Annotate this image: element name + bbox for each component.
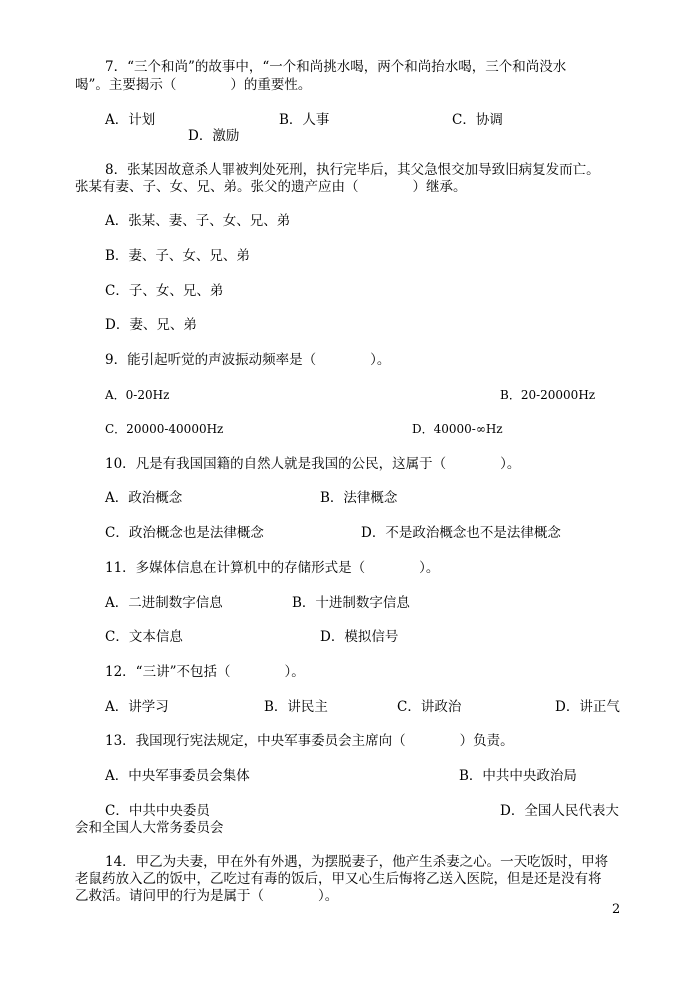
q13-option-b: B．中共中央政治局 [459,768,577,784]
q9-stem: 9．能引起听觉的声波振动频率是（ ）。 [105,352,391,368]
q9-option-c: C．20000-40000Hz [105,422,224,436]
q7-option-d: D．激励 [188,128,240,144]
q12-option-d: D．讲正气 [555,699,620,715]
q10-option-b: B．法律概念 [320,490,398,506]
q8-stem-line2: 张某有妻、子、女、兄、弟。张父的遗产应由（ ）继承。 [75,179,467,195]
q14-stem-line2: 老鼠药放入乙的饭中，乙吃过有毒的饭后，甲又心生后悔将乙送入医院，但是还是没有将 [75,871,602,887]
q13-option-a: A．中央军事委员会集体 [105,768,250,784]
q8-option-c: C．子、女、兄、弟 [105,283,224,299]
page-number: 2 [612,902,621,917]
q13-option-d: D．全国人民代表大 [500,803,619,819]
q12-option-a: A．讲学习 [105,699,169,715]
q13-stem: 13．我国现行宪法规定，中央军事委员会主席向（ ）负责。 [105,733,514,749]
q8-stem-line1: 8．张某因故意杀人罪被判处死刑，执行完毕后，其父急恨交加导致旧病复发而亡。 [105,162,600,178]
q13-option-c: C．中共中央委员 [105,803,210,819]
q7-stem-line1: 7．“三个和尚”的故事中，“一个和尚挑水喝，两个和尚抬水喝，三个和尚没水 [105,59,567,75]
q10-option-a: A．政治概念 [105,490,183,506]
q10-option-c: C．政治概念也是法律概念 [105,525,264,541]
q13-option-d-continuation: 会和全国人大常务委员会 [75,820,224,836]
q9-option-a: A．0-20Hz [105,388,170,402]
q10-stem: 10．凡是有我国国籍的自然人就是我国的公民，这属于（ ）。 [105,456,521,472]
q9-option-b: B．20-20000Hz [500,388,596,402]
q7-stem-line2: 喝”。主要揭示（ ）的重要性。 [75,77,312,93]
q12-stem: 12．“三讲”不包括（ ）。 [105,664,305,680]
q7-option-a: A．计划 [105,112,156,128]
q11-option-a: A．二进制数字信息 [105,595,223,611]
q7-option-b: B．人事 [279,112,330,128]
q11-option-d: D．模拟信号 [320,629,399,645]
q12-option-b: B．讲民主 [264,699,328,715]
q11-stem: 11．多媒体信息在计算机中的存储形式是（ ）。 [105,560,440,576]
q8-option-b: B．妻、子、女、兄、弟 [105,248,250,264]
q10-option-d: D．不是政治概念也不是法律概念 [361,525,561,541]
q9-option-d: D．40000-∞Hz [412,422,503,436]
q14-stem-line1: 14．甲乙为夫妻，甲在外有外遇，为摆脱妻子，他产生杀妻之心。一天吃饭时，甲将 [105,854,609,870]
q14-stem-line3: 乙救活。请问甲的行为是属于（ ）。 [75,888,339,904]
q8-option-a: A．张某、妻、子、女、兄、弟 [105,213,291,229]
q7-option-c: C．协调 [452,112,503,128]
q11-option-b: B．十进制数字信息 [292,595,410,611]
q8-option-d: D．妻、兄、弟 [105,317,197,333]
q11-option-c: C．文本信息 [105,629,183,645]
q12-option-c: C．讲政治 [397,699,462,715]
